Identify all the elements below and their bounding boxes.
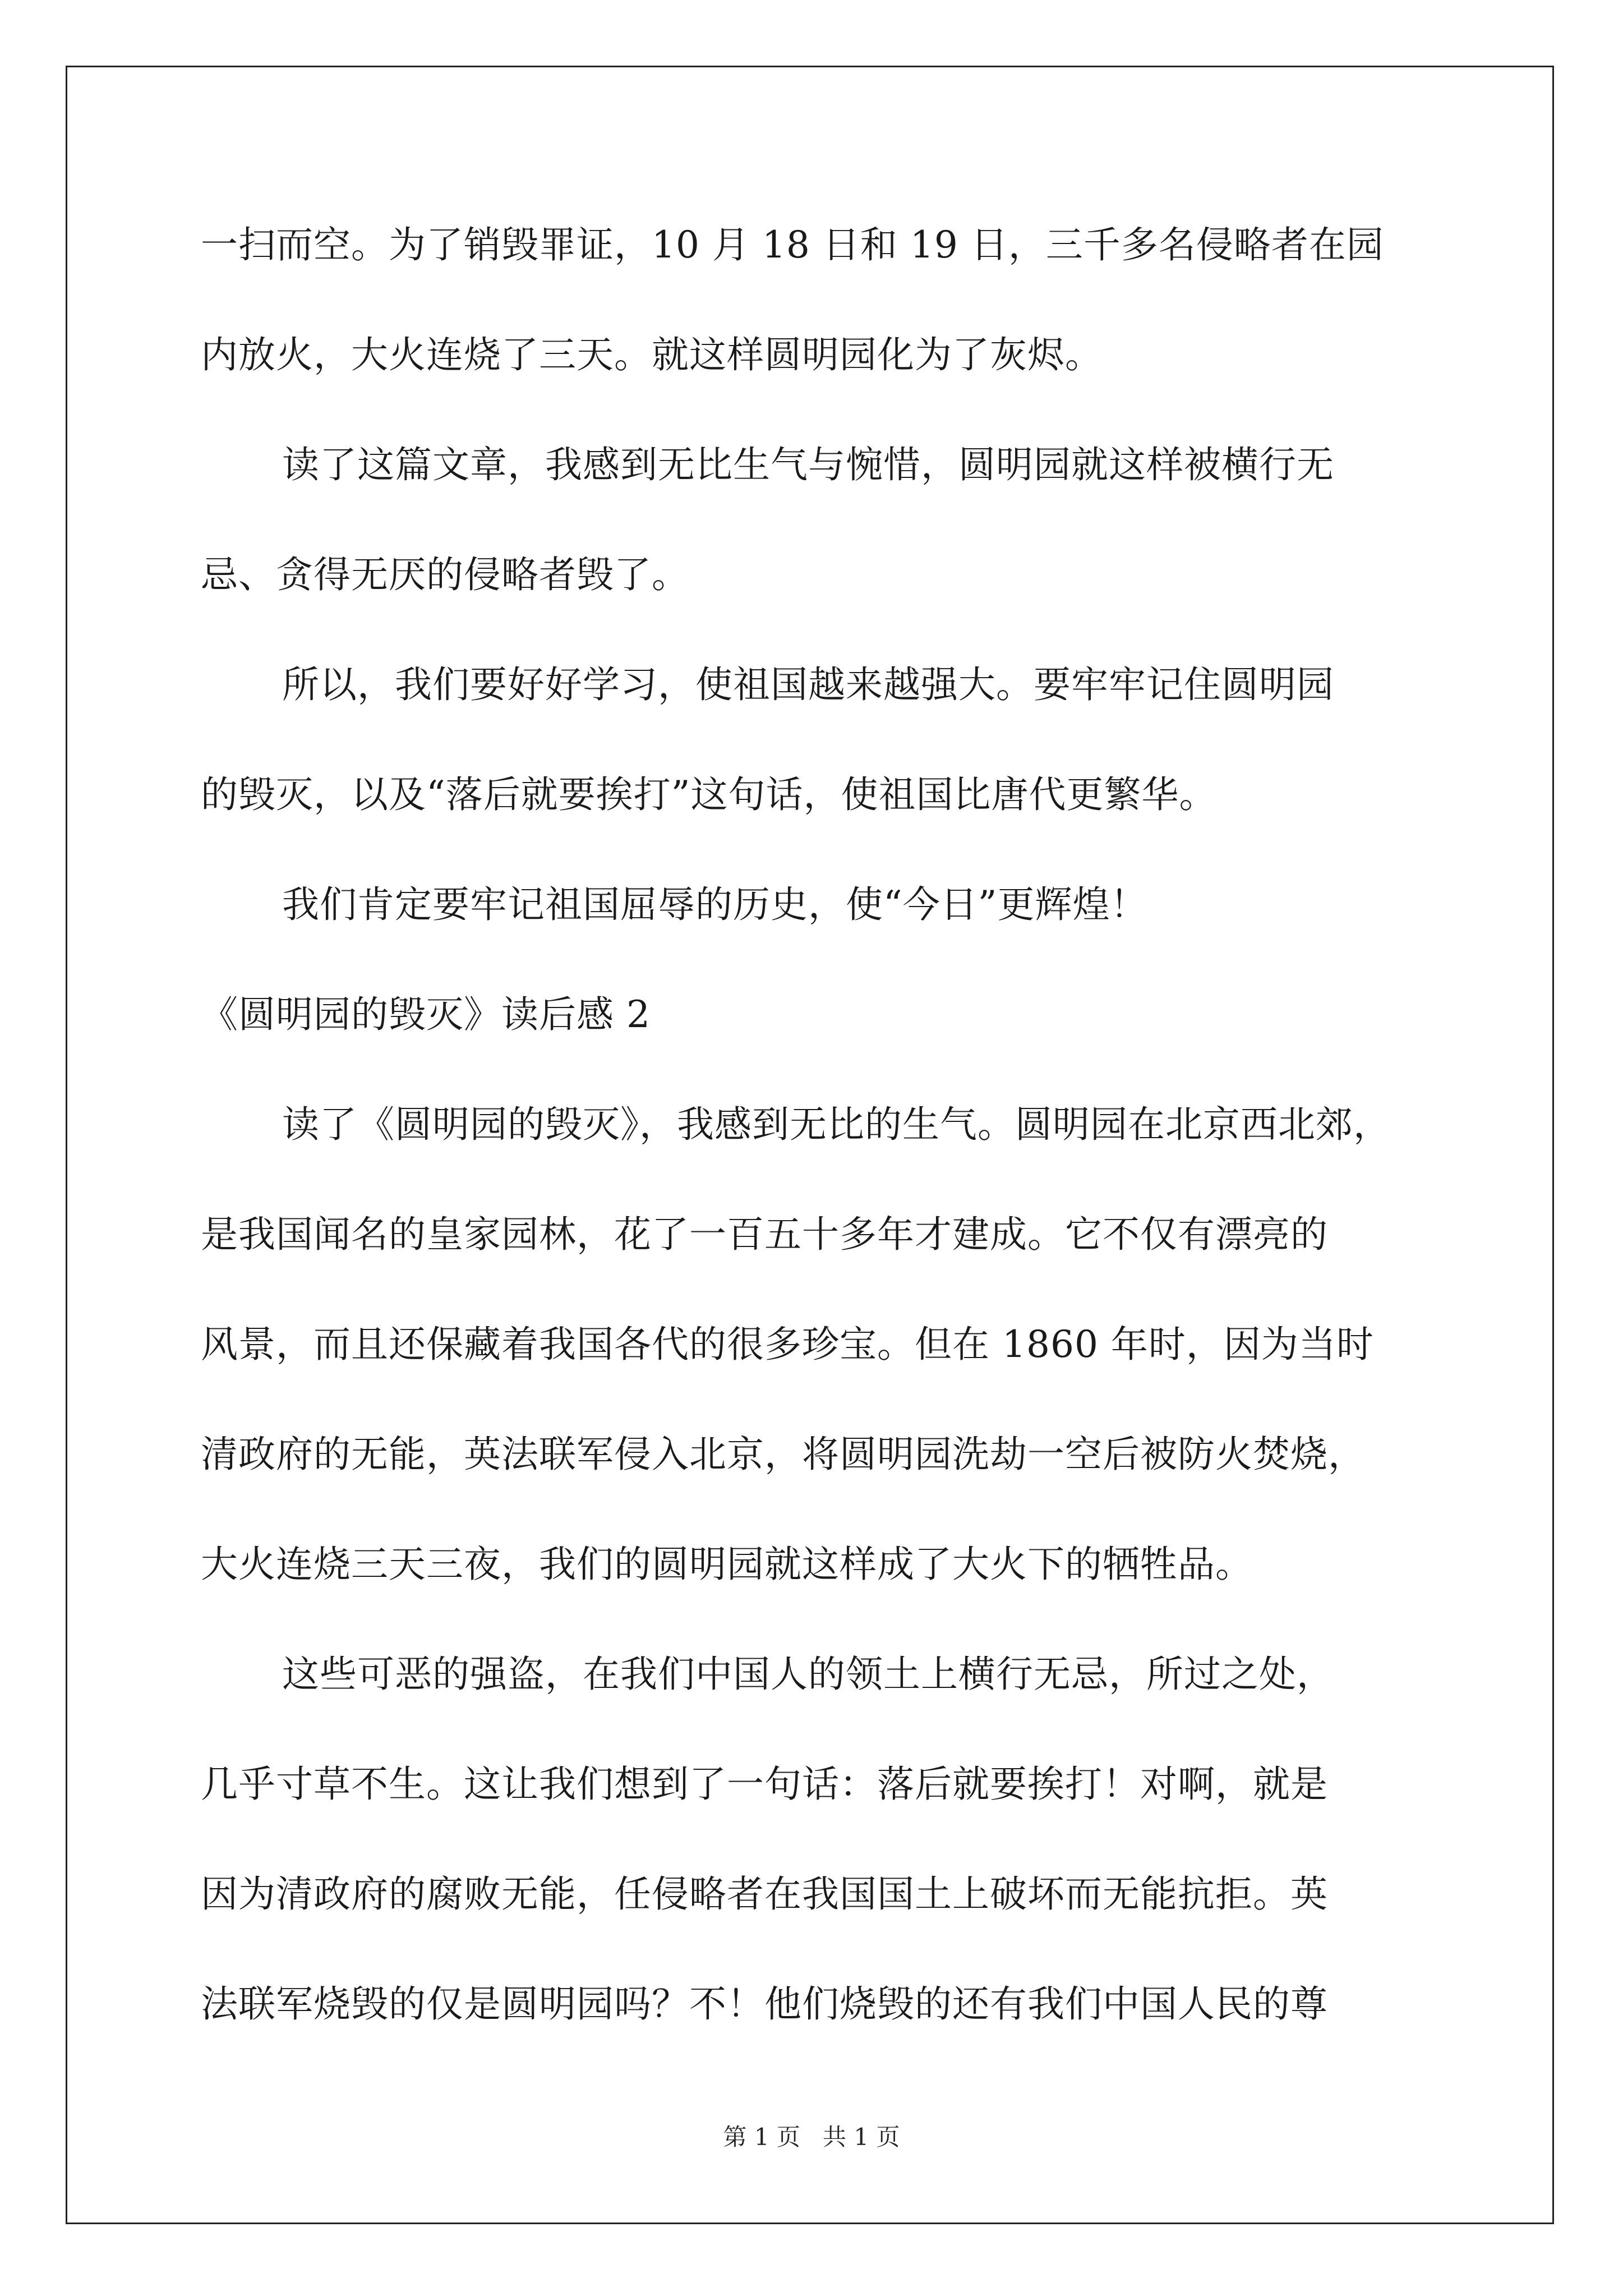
text-line: 因为清政府的腐败无能，任侵略者在我国国土上破坏而无能抗拒。英 — [201, 1872, 1328, 1916]
text-line: 法联军烧毁的仅是圆明园吗？不！他们烧毁的还有我们中国人民的尊 — [201, 1982, 1328, 2026]
paragraph-start-line: 这些可恶的强盗，在我们中国人的领土上横行无忌，所过之处， — [282, 1653, 1334, 1696]
text-line: 一扫而空。为了销毁罪证，10 月 18 日和 19 日，三千多名侵略者在园 — [201, 223, 1384, 266]
section-heading: 《圆明园的毁灭》读后感 2 — [201, 993, 651, 1036]
text-line: 忌、贪得无厌的侵略者毁了。 — [201, 553, 689, 596]
text-line: 清政府的无能，英法联军侵入北京，将圆明园洗劫一空后被防火焚烧， — [201, 1433, 1366, 1476]
document-body — [201, 211, 1435, 2081]
paragraph-start-line: 读了《圆明园的毁灭》，我感到无比的生气。圆明园在北京西北郊， — [282, 1103, 1391, 1146]
text-line: 几乎寸草不生。这让我们想到了一句话：落后就要挨打！对啊，就是 — [201, 1763, 1328, 1806]
text-line: 的毁灭，以及“落后就要挨打”这句话，使祖国比唐代更繁华。 — [201, 773, 1217, 816]
text-line: 大火连烧三天三夜，我们的圆明园就这样成了大火下的牺牲品。 — [201, 1543, 1253, 1586]
text-line: 风景，而且还保藏着我国各代的很多珍宝。但在 1860 年时，因为当时 — [201, 1323, 1374, 1366]
paragraph-start-line: 我们肯定要牢记祖国屈辱的历史，使“今日”更辉煌！ — [282, 883, 1148, 926]
paragraph-start-line: 读了这篇文章，我感到无比生气与惋惜，圆明园就这样被横行无 — [282, 443, 1334, 486]
text-line: 是我国闻名的皇家园林，花了一百五十多年才建成。它不仅有漂亮的 — [201, 1213, 1328, 1256]
text-line: 内放火，大火连烧了三天。就这样圆明园化为了灰烬。 — [201, 333, 1103, 376]
page-footer: 第 1 页 共 1 页 — [723, 2123, 900, 2151]
paragraph-start-line: 所以，我们要好好学习，使祖国越来越强大。要牢牢记住圆明园 — [282, 663, 1334, 706]
